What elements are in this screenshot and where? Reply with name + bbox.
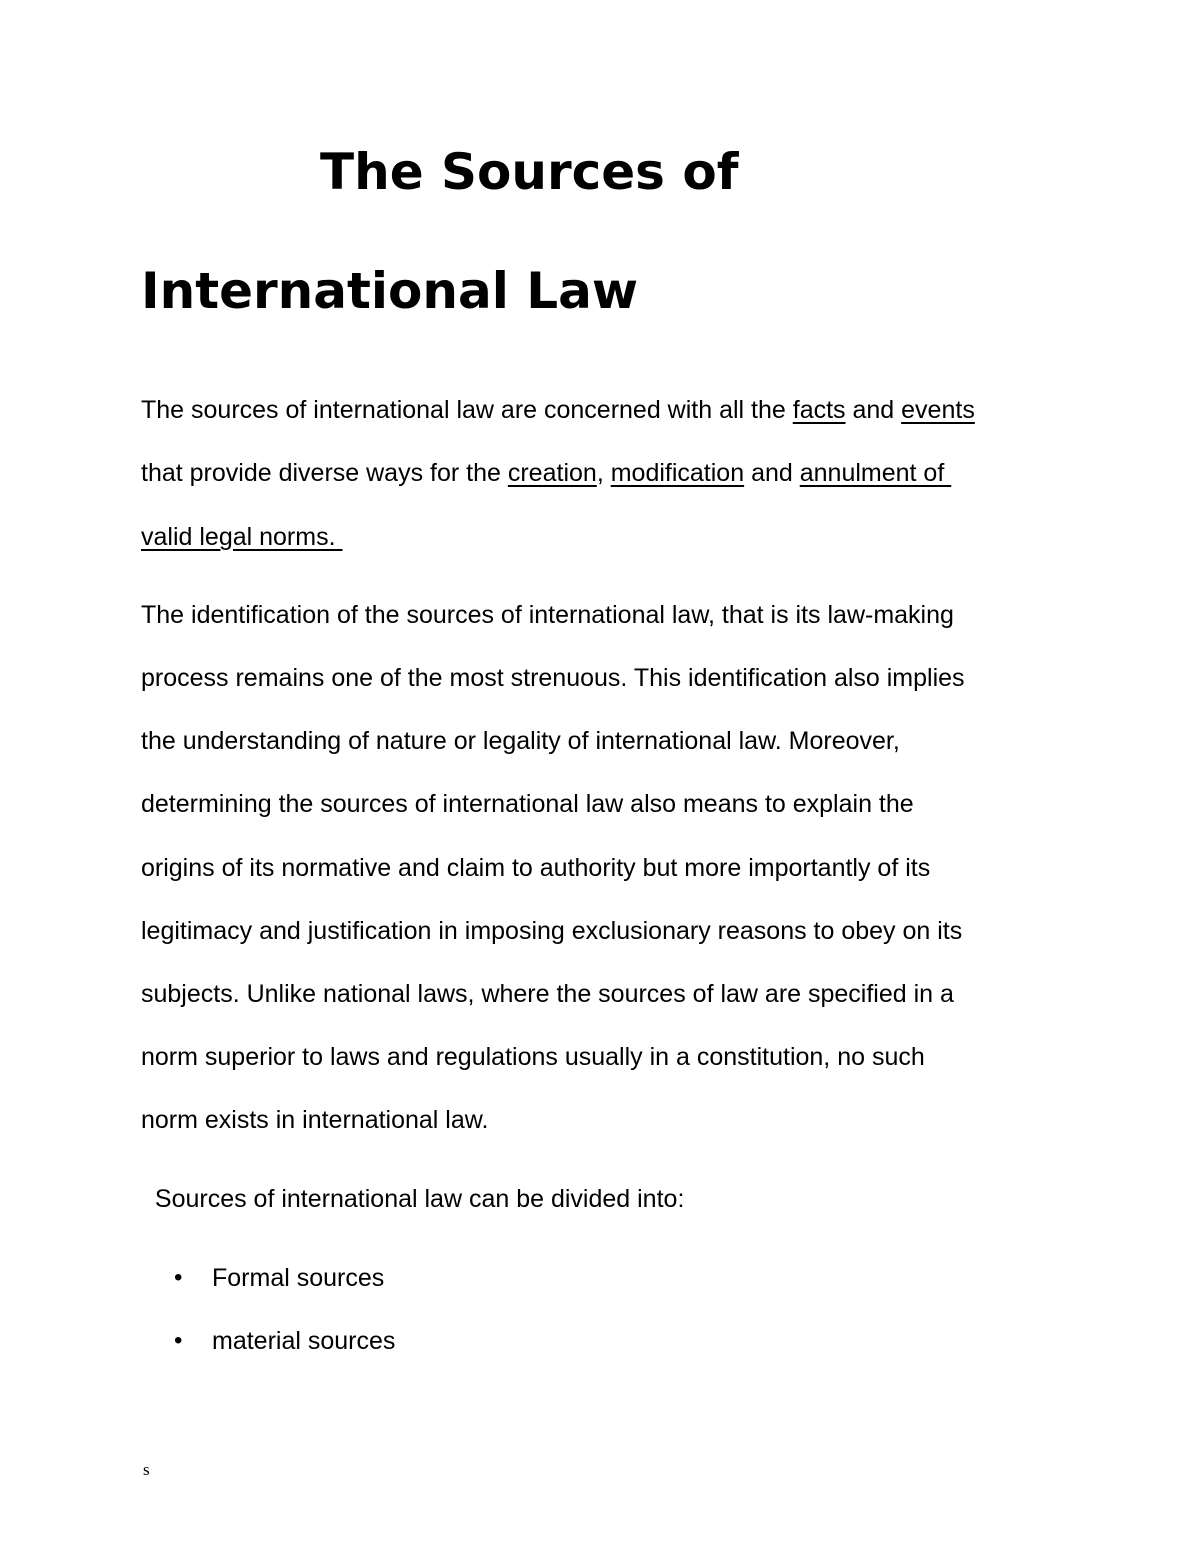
underlined-term-valid-legal-norms: valid legal norms. xyxy=(141,523,343,551)
list-item-label: Formal sources xyxy=(212,1264,385,1292)
intro-text: The sources of international law are concerned with all the xyxy=(141,396,793,424)
document-title-line-2: International Law xyxy=(141,262,639,320)
intro-text: that provide diverse ways for the xyxy=(141,459,508,487)
body-line: origins of its normative and claim to authority but more importantly of its xyxy=(141,854,931,882)
bullet-icon: • xyxy=(174,1264,183,1291)
body-line: determining the sources of international law also means to explain the xyxy=(141,790,914,818)
underlined-term-events: events xyxy=(901,396,975,424)
divided-into-label: Sources of international law can be divided into: xyxy=(141,1185,685,1213)
body-line: process remains one of the most strenuous. This identification also implies xyxy=(141,664,965,692)
intro-text: , xyxy=(596,459,611,487)
underlined-term-annulment: annulment of xyxy=(799,459,952,487)
document-title-line-1: The Sources of xyxy=(320,143,739,201)
list-item-label: material sources xyxy=(212,1327,396,1355)
footer-mark: s xyxy=(143,1460,150,1479)
body-line: The identification of the sources of international law, that is its law-making xyxy=(141,601,954,629)
intro-line-2 xyxy=(141,458,951,488)
underlined-term-facts: facts xyxy=(792,396,846,424)
body-line: norm superior to laws and regulations usually in a constitution, no such xyxy=(141,1043,925,1071)
body-line: norm exists in international law. xyxy=(141,1106,489,1134)
intro-text: and xyxy=(744,459,800,487)
underlined-term-modification: modification xyxy=(610,459,745,487)
intro-line-3 xyxy=(141,522,342,552)
body-line: subjects. Unlike national laws, where the sources of law are specified in a xyxy=(141,980,954,1008)
bullet-icon: • xyxy=(174,1327,183,1354)
intro-text: and xyxy=(845,396,902,424)
body-line: the understanding of nature or legality of international law. Moreover, xyxy=(141,727,900,755)
body-line: legitimacy and justification in imposing exclusionary reasons to obey on its xyxy=(141,917,963,945)
intro-line-1 xyxy=(141,395,975,425)
underlined-term-creation: creation xyxy=(507,459,597,487)
